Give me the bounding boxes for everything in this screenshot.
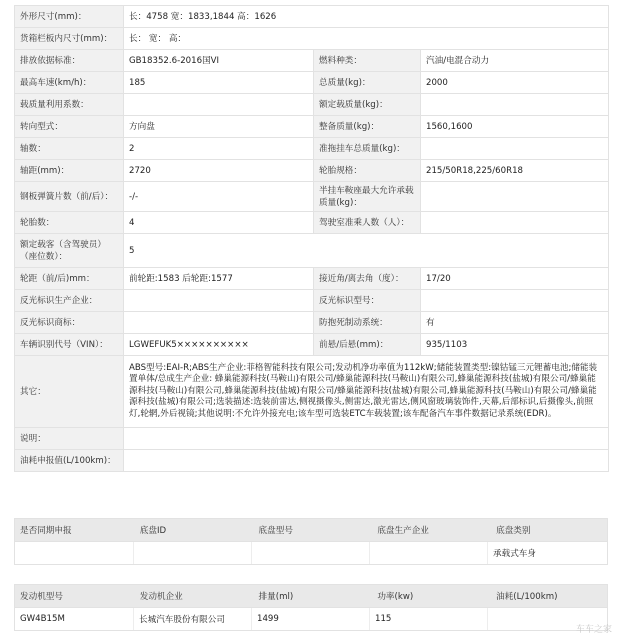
engine-header: 发动机企业 [139,592,183,602]
spec-row [15,450,609,472]
chassis-cell: 承载式车身 [493,549,536,559]
spec-label: 轮胎规格： [314,160,421,182]
spec-value: -/- [124,182,314,212]
engine-header: 排量(ml) [258,592,294,602]
spec-row [15,160,609,182]
spec-value [421,182,609,212]
spec-value: 935/1103 [421,334,609,356]
spec-value [421,138,609,160]
spec-label: 油耗申报值(L/100km)： [15,450,124,472]
chassis-cell [370,542,488,564]
spec-label: 额定载质量(kg)： [314,94,421,116]
spec-value: GB18352.6-2016国VI [124,50,314,72]
spec-value: 2000 [421,72,609,94]
spec-value: 长： 宽： 高： [124,28,609,50]
spec-label: 轴距(mm)： [15,160,124,182]
spec-label: 钢板弹簧片数（前/后）： [15,182,124,212]
spec-value: 2720 [124,160,314,182]
spec-value: 有 [421,312,609,334]
spec-label: 车辆识别代号（VIN）： [15,334,124,356]
spec-row [15,428,609,450]
spec-label: 转向型式： [15,116,124,138]
spec-value: 长：4758 宽：1833,1844 高：1626 [124,6,609,28]
spec-label: 最高车速(km/h)： [15,72,124,94]
spec-label: 排放依据标准： [15,50,124,72]
spec-label: 总质量(kg)： [314,72,421,94]
engine-header: 功率(kw) [377,592,414,602]
spec-row [15,116,609,138]
spec-label: 准拖挂车总质量(kg)： [314,138,421,160]
spec-row [15,356,609,428]
engine-table [14,584,608,631]
spec-row [15,212,609,234]
spec-row [15,312,609,334]
spec-value: 5 [124,234,609,268]
spec-value [124,450,609,472]
spec-value [421,94,609,116]
engine-cell: 长城汽车股份有限公司 [134,608,252,630]
engine-cell: 1499 [252,608,370,630]
spec-value: ABS型号:EAI-R;ABS生产企业:菲格智能科技有限公司;发动机净功率值为112kW;储能装置类型:镍钴锰三元锂蓄电池;储能装置单体/总成生产企业: 蜂巢能源科技(马鞍山)有限公司/蜂巢能源科技(马鞍山)有限公司,蜂巢能源科技(盐城)有限公司/蜂巢能源科技(马鞍山)有限公司,蜂巢能源科技(盐城)有限公司/蜂巢能源科技(盐城)有限公司,蜂巢能源科技(马鞍山)有限公司/蜂巢能源科技(盐城)有限公司;选装描述:选装前雷达,侧视摄像头,侧雷达,激光雷达,侧风窗玻璃装饰件,天幕,后部标识,后摄像头,前照灯,轮辋,外后视镜;其他说明:不允许外接充电;该车型可选装ETC车载装置;该车配备汽车事件数据记录系统(EDR)。 [124,356,609,428]
spec-value [421,212,609,234]
spec-label: 防抱死制动系统： [314,312,421,334]
engine-header-row [14,584,608,608]
spec-value: 1560,1600 [421,116,609,138]
spec-row [15,182,609,212]
spec-value: 4 [124,212,314,234]
chassis-header-row [14,518,608,542]
spec-value [421,290,609,312]
chassis-header: 底盘ID [139,526,167,536]
spec-value: 前轮距:1583 后轮距:1577 [124,268,314,290]
spec-label: 说明： [15,428,124,450]
spec-row [15,28,609,50]
spec-label: 轴数： [15,138,124,160]
chassis-cell [15,542,134,564]
spec-value [124,94,314,116]
chassis-table [14,518,608,565]
spec-value [124,428,609,450]
spec-row [15,290,609,312]
spec-label: 轮胎数： [15,212,124,234]
chassis-header: 是否同期申报 [20,526,72,536]
spec-label: 外形尺寸(mm)： [15,6,124,28]
spec-label: 反光标识型号： [314,290,421,312]
spec-value [124,312,314,334]
spec-row [15,138,609,160]
engine-cell: GW4B15M [15,608,134,630]
spec-label: 半挂车鞍座最大允许承载质量(kg)： [314,182,421,212]
spec-label: 其它： [15,356,124,428]
spec-label: 接近角/离去角（度）： [314,268,421,290]
spec-label: 前悬/后悬(mm)： [314,334,421,356]
spec-label: 燃料种类： [314,50,421,72]
spec-value: 方向盘 [124,116,314,138]
spec-label: 驾驶室准乘人数（人）： [314,212,421,234]
chassis-header: 底盘型号 [258,526,293,536]
chassis-header: 底盘生产企业 [377,526,429,536]
spec-value: 17/20 [421,268,609,290]
spec-row [15,268,609,290]
chassis-header: 底盘类别 [496,526,531,536]
engine-header: 油耗(L/100km) [496,592,558,602]
chassis-cell [134,542,252,564]
spec-row [15,94,609,116]
spec-table [14,5,609,472]
spec-value: 185 [124,72,314,94]
spec-label: 反光标识商标： [15,312,124,334]
spec-label: 轮距（前/后)mm： [15,268,124,290]
spec-row [15,50,609,72]
spec-row [15,6,609,28]
spec-row [15,334,609,356]
spec-label: 货箱栏板内尺寸(mm)： [15,28,124,50]
spec-row [15,234,609,268]
chassis-value-row [14,542,608,565]
spec-value: LGWEFUK5×××××××××× [124,334,314,356]
spec-label: 额定载客（含驾驶员）（座位数）： [15,234,124,268]
chassis-cell [252,542,370,564]
spec-label: 载质量利用系数： [15,94,124,116]
spec-value: 2 [124,138,314,160]
watermark: 车车之家 [575,625,612,635]
spec-label: 反光标识生产企业： [15,290,124,312]
engine-cell: 115 [370,608,488,630]
spec-value: 汽油/电混合动力 [421,50,609,72]
spec-value [124,290,314,312]
engine-value-row [14,608,608,631]
spec-value: 215/50R18,225/60R18 [421,160,609,182]
spec-label: 整备质量(kg)： [314,116,421,138]
engine-header: 发动机型号 [20,592,63,602]
spec-row [15,72,609,94]
